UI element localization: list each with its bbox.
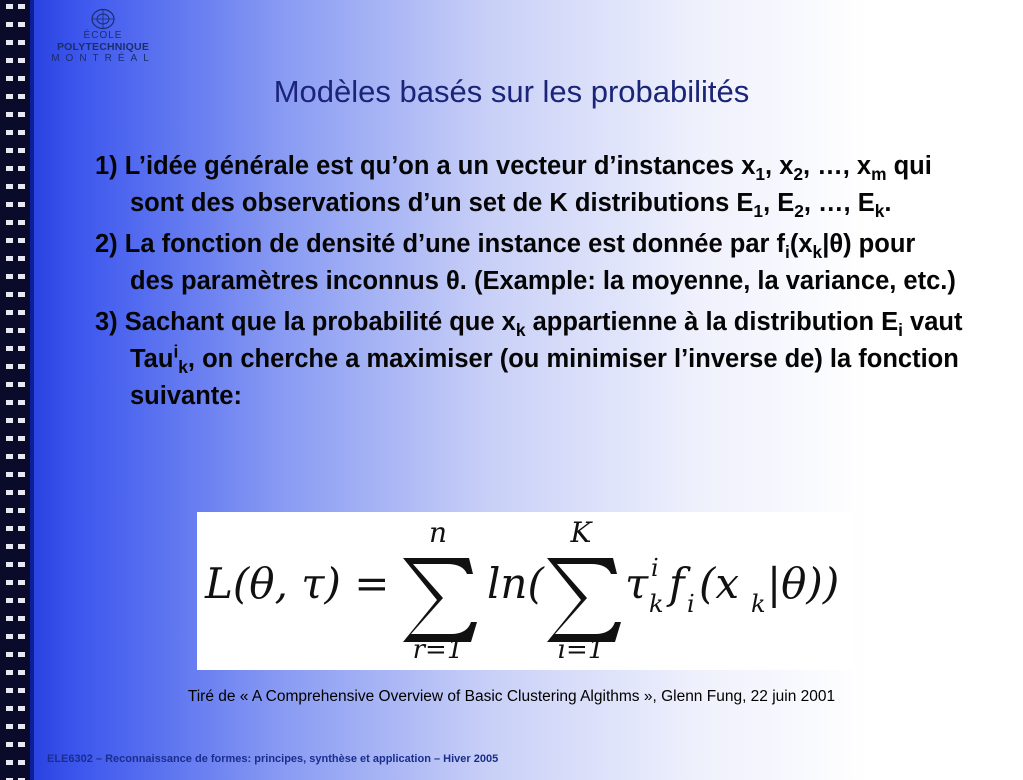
logo-line-polytechnique: POLYTECHNIQUE	[56, 41, 150, 53]
formula-f: f	[669, 559, 685, 608]
bullet-item-1: 1) L’idée générale est qu’on a un vecteur d’instances $x_1$, $x_2$, …, $x_m$ qui sont des observations d’un set de K distributions $E_1$, $E_2$, …, $E_k$.	[95, 152, 932, 222]
formula-arg-sub: k	[751, 590, 766, 618]
logo-line-ecole: ÉCOLE	[83, 30, 123, 41]
formula-ln: ln(	[487, 559, 544, 608]
formula-arg-open: (x	[699, 559, 740, 608]
formula-lhs: L(θ, τ) =	[205, 559, 390, 608]
sum2-lower: i=1	[557, 635, 605, 665]
film-strip-decoration	[0, 0, 30, 780]
footer-course: ELE6302 – Reconnaissance de formes: principes, synthèse et application – Hiver 2005	[47, 753, 499, 765]
slide-title: Modèles basés sur les probabilités	[273, 74, 750, 109]
likelihood-formula	[197, 512, 853, 670]
school-logo	[48, 8, 158, 64]
bullet-item-3: 3) Sachant que la probabilité que $x_k$ appartienne à la distribution $E_i$ vaut Tau$^i_k$, on cherche a maximiser (ou minimiser l’inverse de) la fonction suivante:	[95, 308, 963, 410]
bullet-list	[95, 148, 965, 419]
formula-arg-rest: |θ))	[767, 559, 840, 608]
citation: Tiré de « A Comprehensive Overview of Basic Clustering Algithms », Glenn Fung, 22 juin 2001	[187, 688, 836, 705]
logo-line-montreal: MONTRÉAL	[51, 53, 155, 64]
formula-tau-sub: k	[649, 590, 664, 618]
sum2-sigma	[547, 558, 621, 642]
formula-tau-sup: i	[651, 554, 659, 582]
formula-tau: τ	[625, 559, 649, 608]
sum1-lower: r=1	[412, 635, 464, 665]
bullet-item-2: 2) La fonction de densité d’une instance est donnée par $f_i(x_k|\theta)$ pour des paramètres inconnus θ. (Example: la moyenne, la variance, etc.)	[95, 230, 956, 295]
sidebar-divider	[30, 0, 34, 780]
sum2-upper: K	[570, 516, 592, 549]
sum1-sigma	[403, 558, 477, 642]
formula-f-sub: i	[687, 590, 695, 618]
crest-icon	[88, 8, 118, 30]
sum1-upper: n	[428, 516, 448, 549]
